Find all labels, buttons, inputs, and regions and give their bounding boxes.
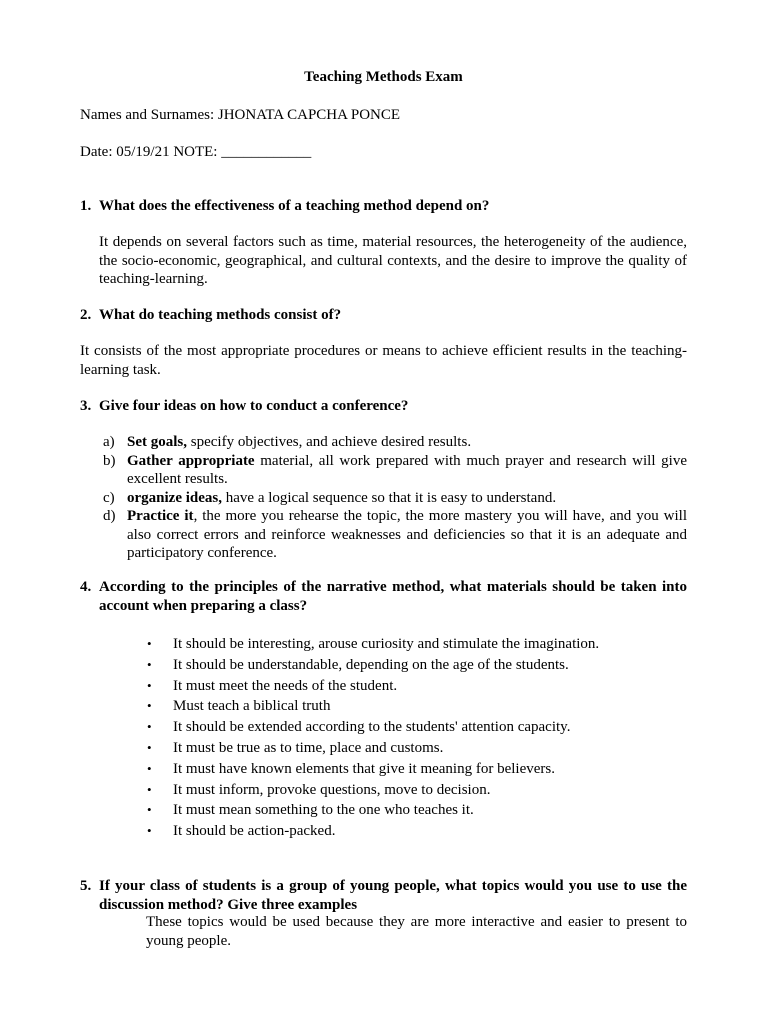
question-4 [80,578,687,615]
item-lead: Gather appropriate [127,452,255,469]
item-lead: organize ideas, [127,489,222,506]
question-text: According to the principles of the narrative method, what materials should be taken into account when preparing a class? [99,579,687,614]
date-line: Date: 05/19/21 NOTE: ____________ [80,144,312,160]
list-item [147,760,687,781]
question-number: 1. [80,198,92,214]
answer-1: It depends on several factors such as time, material resources, the heterogeneity of the audience, the socio-economic, geographical, and cultural contexts, and the desire to improve the quality of teaching-learning. [99,234,687,287]
list-item [147,656,687,677]
bullet-icon: • [147,781,152,797]
names-line: Names and Surnames: JHONATA CAPCHA PONCE [80,107,401,123]
conference-ideas-list [80,433,687,563]
bullet-icon: • [147,760,152,776]
narrative-materials-list [147,635,687,843]
item-text: It should be understandable, depending on the age of the students. [173,656,569,673]
answer-2: It consists of the most appropriate procedures or means to achieve efficient results in the teaching-learning task. [80,343,687,378]
bullet-icon: • [147,802,152,818]
item-text: It should be extended according to the students' attention capacity. [173,719,571,736]
question-number: 5. [80,878,92,894]
item-text: , the more you rehearse the topic, the more mastery you will have, and you will also correct errors and reinforce weaknesses and deficiencies so that it is an adequate and participatory conference. [127,508,687,561]
item-lead: Practice it [127,508,194,524]
item-letter: a) [103,434,115,450]
answer-5: These topics would be used because they are more interactive and easier to present to young people. [146,914,687,949]
bullet-icon: • [147,656,152,672]
list-item [80,452,687,489]
item-letter: c) [103,489,115,506]
question-5 [80,877,687,914]
item-text: It must be true as to time, place and customs. [173,739,444,756]
question-3 [80,397,687,416]
item-text: It must inform, provoke questions, move to decision. [173,781,491,798]
question-text: What do teaching methods consist of? [99,307,342,323]
list-item [147,822,687,843]
question-text: What does the effectiveness of a teaching method depend on? [99,198,490,214]
list-item [147,781,687,802]
list-item [147,697,687,718]
list-item [147,677,687,698]
item-text: Must teach a biblical truth [173,698,331,715]
item-letter: b) [103,452,116,469]
question-2 [80,306,687,325]
item-lead: Set goals, [127,434,187,450]
item-text: It should be action-packed. [173,823,336,840]
item-text: have a logical sequence so that it is easy to understand. [222,489,557,506]
bullet-icon: • [147,719,152,735]
item-text: It should be interesting, arouse curiosity and stimulate the imagination. [173,636,600,652]
list-item [80,507,687,563]
list-item [80,433,687,452]
bullet-icon: • [147,677,152,693]
list-item [80,489,687,508]
list-item [147,635,687,656]
item-text: It must meet the needs of the student. [173,677,398,694]
bullet-icon: • [147,636,152,651]
list-item [147,739,687,760]
bullet-icon: • [147,739,152,755]
question-number: 2. [80,307,92,323]
document-title: Teaching Methods Exam [304,69,463,85]
item-text: It must mean something to the one who teaches it. [173,802,474,819]
question-1 [80,197,687,216]
bullet-icon: • [147,698,152,714]
bullet-icon: • [147,823,152,839]
item-letter: d) [103,508,116,524]
question-number: 4. [80,579,92,595]
item-text: material, all work prepared with much prayer and research will give excellent results. [127,452,687,487]
item-text: It must have known elements that give it meaning for believers. [173,760,555,777]
question-number: 3. [80,398,92,414]
question-text: Give four ideas on how to conduct a conference? [99,398,409,414]
question-text: If your class of students is a group of young people, what topics would you use to use the discussion method? Give three examples [99,878,687,913]
item-text: specify objectives, and achieve desired results. [187,434,472,450]
list-item [147,801,687,822]
list-item [147,718,687,739]
